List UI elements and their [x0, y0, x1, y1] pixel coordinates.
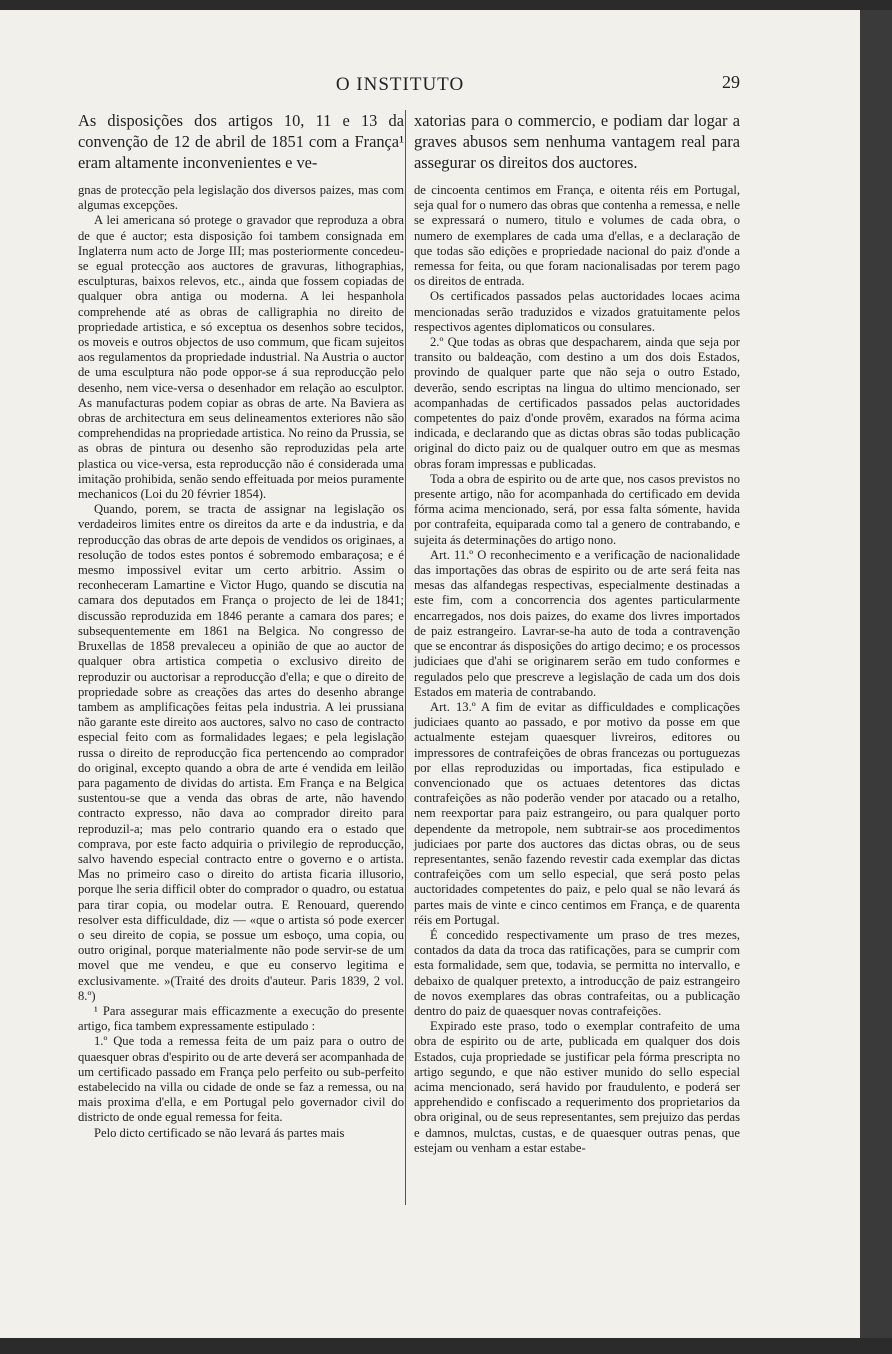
left-paragraph-3: Quando, porem, se tracta de assignar na legislação os verdadeiros limites entre os direitos da arte e da industria, e da reproducção das obras de arte depois de vendidos os originaes, a resolução de todos estes pontos é sobremodo embaraçosa; e é mesmo impossivel evitar um certo arbitrio. Assim o reconheceram Lamartine e Victor Hugo, quando se discutia na camara dos deputados em França o projecto de lei de 1841; discussão reproduzida em 1846 perante a camara dos pares; e subsequentemente em 1861 na Belgica. No congresso de Bruxellas de 1858 prevaleceu a opinião de que ao auctor de qualquer obra artistica competia o exclusivo direito de reproduzir ou auctorisar a reproducção d'ella; e que o direito de propriedade sobre as creações das artes do desenho abrange tambem as amplificações feitas pela industria. A lei prussiana não garante este direito aos auctores, salvo no caso de contracto especial feito com as formalidades legaes; e pela legislação russa o direito de reproducção fica pertencendo ao comprador do original, excepto quando a obra de arte é vendida em leilão para pagamento de dividas do artista. Em França e na Belgica sustentou-se que a venda das obras de arte, não havendo contracto expresso, não dava ao comprador direito para reproduzil-a; mas pelo contrario quando era o estado que comprava, por este facto adquiria o privilegio de reproducção, salvo havendo especial contracto entre o governo e o artista. Mas no primeiro caso o direito do artista ficaria illusorio, porque lhe seria difficil obter do comprador o quadro, ou estatua para tirar copia, ou modelar outra. E Renouard, querendo resolver esta difficuldade, diz — «que o artista só pode exercer o seu direito de copia, se possue um esboço, uma copia, ou outro original, porque materialmente não pode servir-se de um movel que me vendeu, e que eu conservo legitima e exclusivamente. »(Traité des droits d'auteur. Paris 1839, 2 vol. 8.º)	[78, 502, 404, 1003]
scanned-page	[0, 10, 860, 1338]
footnote-paragraph-1: ¹ Para assegurar mais efficazmente a execução do presente artigo, fica tambem expressamente estipulado :	[78, 1003, 404, 1034]
right-paragraph-1: de cincoenta centimos em França, e oitenta réis em Portugal, seja qual for o numero das obras que contenha a remessa, e nelle se expressará o numero, titulo e volumes de cada obra, o numero de exemplares de cada uma d'ellas, e a declaração de que todas são edições e propriedade nacional do paiz d'onde a remessa for feita, ou que foram nacionalisadas por terem pago os direitos de entrada.	[414, 183, 740, 289]
right-paragraph-5: Art. 11.º O reconhecimento e a verificação de nacionalidade das importações das obras de espirito ou de arte será feita nas mesas das alfandegas respectivas, especialmente destinadas a este fim, com a concorrencia dos agentes particularmente encarregados, nos dois paizes, do exame dos livres importados de paiz estrangeiro. Lavrar-se-ha auto de toda a contravenção que se encontrar ás disposições do artigo decimo; e os processos judiciaes que d'ahi se originarem serão em tudo conformes e regulados pelo que prescreve a legislação de cada um dos dois Estados em materia de contrabando.	[414, 547, 740, 699]
left-paragraph-2: A lei americana só protege o gravador que reproduza a obra de que é auctor; esta disposição foi tambem consignada em Inglaterra num acto de Jorge III; mas posteriormente concedeu-se egual protecção aos auctores de gravuras, lithographias, esculpturas, baixos relevos, etc., ainda que fossem copiadas de qualquer obra antiga ou moderna. A lei hespanhola comprehende até as obras de calligraphia no direito de propriedade artistica, e só exceptua os desenhos sobre tecidos, os moveis e outros objectos de uso commum, que ficam sujeitos aos regulamentos da propriedade industrial. Na Austria o auctor de uma esculptura não pode oppor-se á sua reproducção pelo desenho, nem vice-versa o desenhador em relação ao esculptor. As manufacturas podem copiar as obras de arte. Na Baviera as obras de architectura em seus delineamentos exteriores não são comprehendidas na propriedade artistica. No reino da Prussia, se as obras de pintura ou desenho são reproduzidas pela arte plastica ou vice-versa, esta reproducção não é considerada uma imitação prohibida, senão sendo effeituada por meios puramente mechanicos (Loi du 20 février 1854).	[78, 213, 404, 502]
book-spine-edge	[860, 10, 892, 1338]
right-paragraph-3: 2.º Que todas as obras que despacharem, ainda que seja por transito ou baldeação, com destino a um dos dois Estados, provindo de qualquer parte que não seja o outro Estado, deverão, sendo escriptas na lingua do ultimo mencionado, ser acompanhadas de certificados passados pelas auctoridades competentes do paiz d'onde provêm, exarados na fórma acima indicada, e declarando que as dictas obras são todas publicação original do dicto paiz ou de qualquer outro em que as mesmas obras foram impressas e publicadas.	[414, 335, 740, 471]
left-column	[78, 110, 404, 1141]
page-number: 29	[722, 72, 740, 92]
footnote-paragraph-3: Pelo dicto certificado se não levará ás partes mais	[94, 1125, 345, 1140]
right-lead-paragraph: xatorias para o commercio, e podiam dar logar a graves abusos sem nenhuma vantagem real para assegurar os direitos dos auctores.	[414, 111, 740, 172]
left-lead-paragraph: As disposições dos artigos 10, 11 e 13 da convenção de 12 de abril de 1851 com a França¹ eram altamente inconvenientes e ve-	[78, 111, 404, 172]
right-paragraph-8: Expirado este praso, todo o exemplar contrafeito de uma obra de espirito ou de arte, publicada em qualquer dos dois Estados, cuja propriedade se justificar pela fórma prescripta no artigo segundo, e que não estiver munido do sello especial acima mencionado, será havido por fraudulento, e poderá ser apprehendido e confiscado a requerimento dos proprietarios da obra original, ou de seus representantes, sem prejuizo das perdas e damnos, mulctas, custas, e de quaesquer outras penas, que estejam ou venham a estar estabe-	[414, 1019, 740, 1155]
right-column	[414, 110, 740, 1156]
page-header-title: O INSTITUTO	[335, 74, 465, 95]
left-paragraph-1: gnas de protecção pela legislação dos diversos paizes, mas com algumas excepções.	[78, 183, 404, 213]
right-paragraph-2: Os certificados passados pelas auctoridades locaes acima mencionadas serão traduzidos e vizados gratuitamente pelos respectivos agentes diplomaticos ou consulares.	[414, 289, 740, 334]
right-paragraph-6: Art. 13.º A fim de evitar as difficuldades e complicações judiciaes quanto ao passado, e por motivo da posse em que actualmente estejam quaesquer livreiros, editores ou impressores de contrafeições de obras francezas ou portuguezas por ellas reproduzidas ou importadas, fica estipulado e convencionado que os actuaes detentores das dictas contrafeições as não poderão vender por atacado ou a retalho, nem reexportar para paiz estrangeiro, ou para qualquer porto dependente da metropole, nem subtrair-se aos procedimentos judiciaes por parte dos auctores das dictas obras, ou de seus representantes, senão fazendo revestir cada exemplar das dictas contrafeições com um sello especial, que será posto pelas auctoridades competentes do paiz, e pelo qual se não levará ás partes mais de vinte e cinco centimos em França, e de quarenta réis em Portugal.	[414, 699, 740, 927]
right-paragraph-7: É concedido respectivamente um praso de tres mezes, contados da data da troca das ratificações, para se cumprir com esta formalidade, sem que, todavia, se permitta no intervallo, e debaixo de qualquer pretexto, a introducção de paiz estrangeiro de novos exemplares das obras contrafeitas, ou a publicação dentro do paiz de quaesquer novas contrafeições.	[414, 927, 740, 1018]
footnote-paragraph-2: 1.º Que toda a remessa feita de um paiz para o outro de quaesquer obras d'espirito ou de arte deverá ser acompanhada de um certificado passado em França pelo perfeito ou sub-perfeito estabelecido na villa ou cidade de onde se faz a remessa, ou na mais proxima d'ella, e em Portugal pelo governador civil do districto de onde egual remessa for feita.	[78, 1034, 404, 1125]
column-divider	[405, 110, 406, 1205]
right-paragraph-4: Toda a obra de espirito ou de arte que, nos casos previstos no presente artigo, não for acompanhada do certificado em devida fórma acima mencionado, será, por essa falta sómente, havida por contrafeita, equiparada como tal a genero de contrabando, e sujeita ás determinações do artigo nono.	[414, 471, 740, 547]
